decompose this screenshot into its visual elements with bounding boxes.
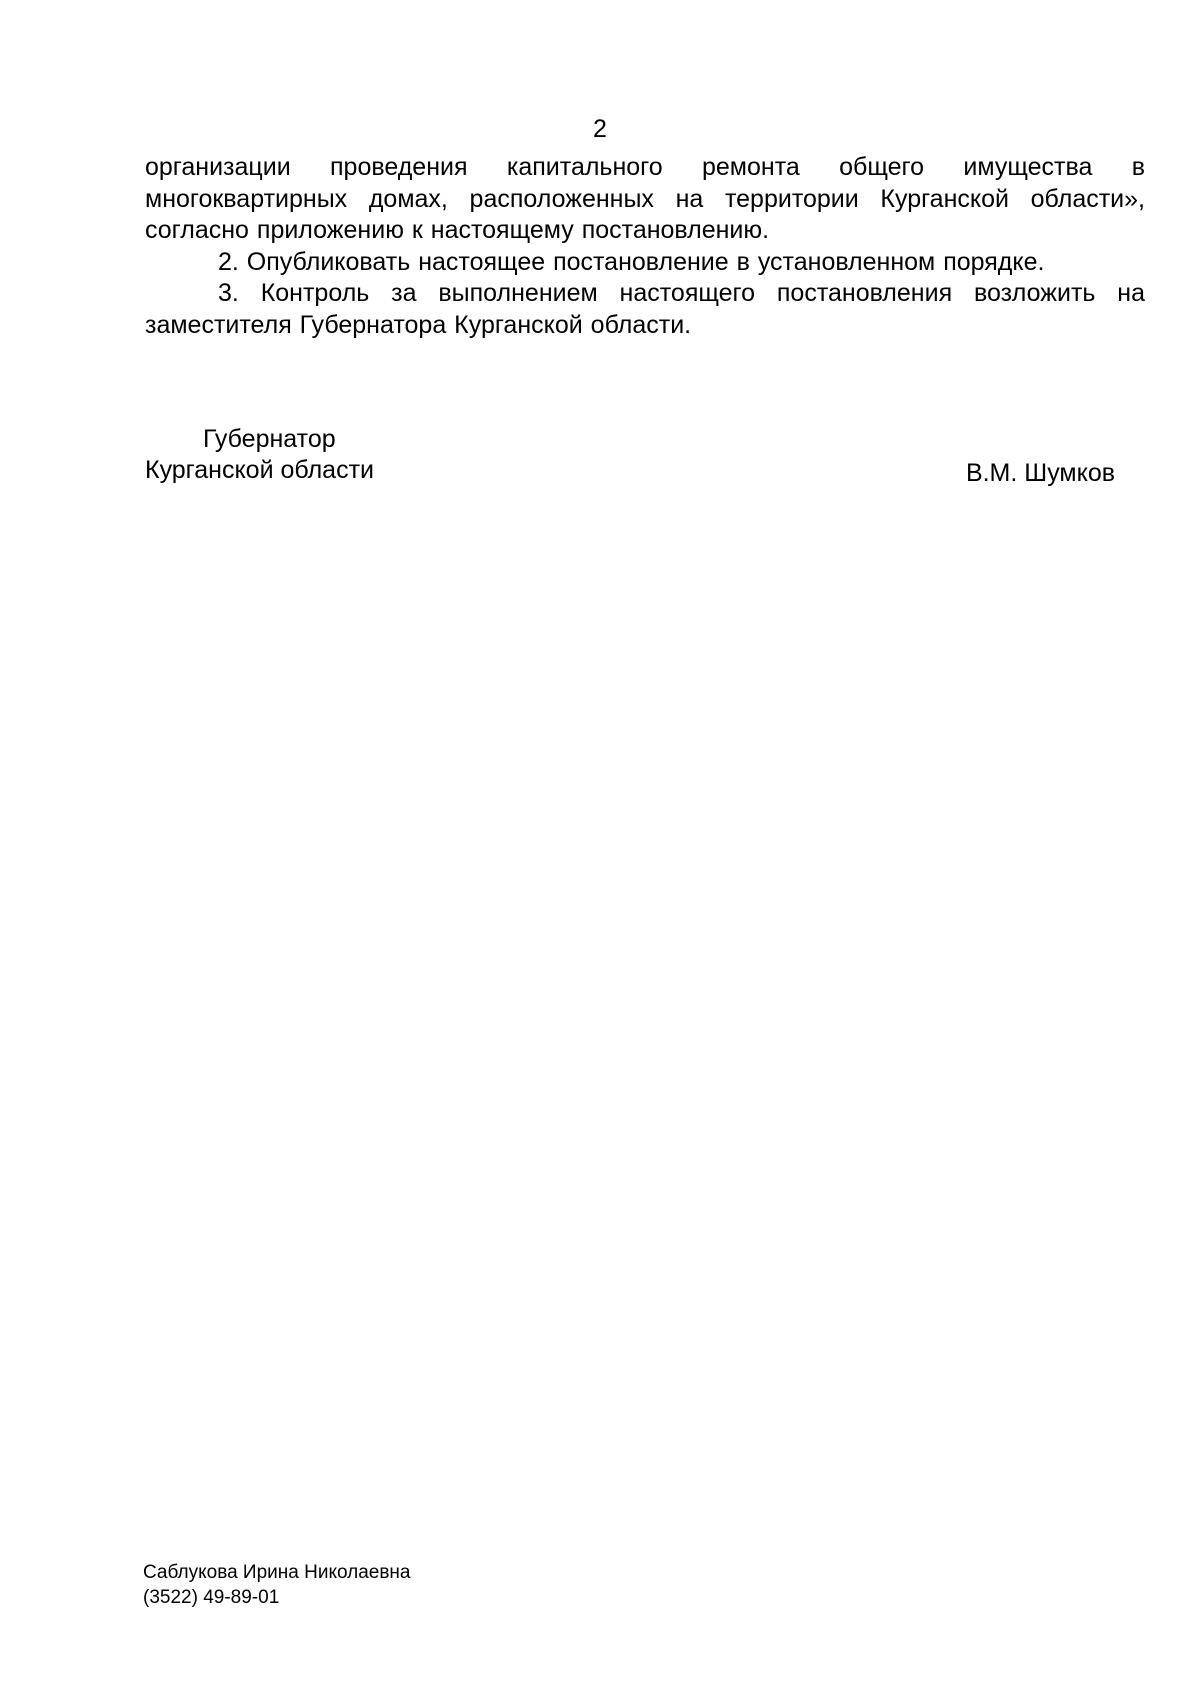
signature-block	[145, 424, 1115, 494]
document-body	[145, 152, 1145, 341]
executor-name: Саблукова Ирина Николаевна	[143, 1562, 411, 1583]
executor-block	[143, 1560, 411, 1610]
signatory-title: Губернатор	[203, 425, 336, 453]
paragraph-continuation: организации проведения капитального ремонта общего имущества в многоквартирных домах, расположенных на территории Курганской области», согласно приложению к настоящему постановлению.	[145, 153, 1145, 244]
paragraph-item-2: 2. Опубликовать настоящее постановление в установленном порядке.	[218, 247, 1045, 276]
page-number: 2	[593, 115, 607, 143]
signatory-region: Курганской области	[145, 456, 375, 484]
executor-phone: (3522) 49-89-01	[143, 1587, 280, 1608]
paragraph-item-3: 3. Контроль за выполнением настоящего постановления возложить на заместителя Губернатора Курганской области.	[145, 279, 1145, 339]
signatory-name: В.М. Шумков	[965, 459, 1115, 487]
